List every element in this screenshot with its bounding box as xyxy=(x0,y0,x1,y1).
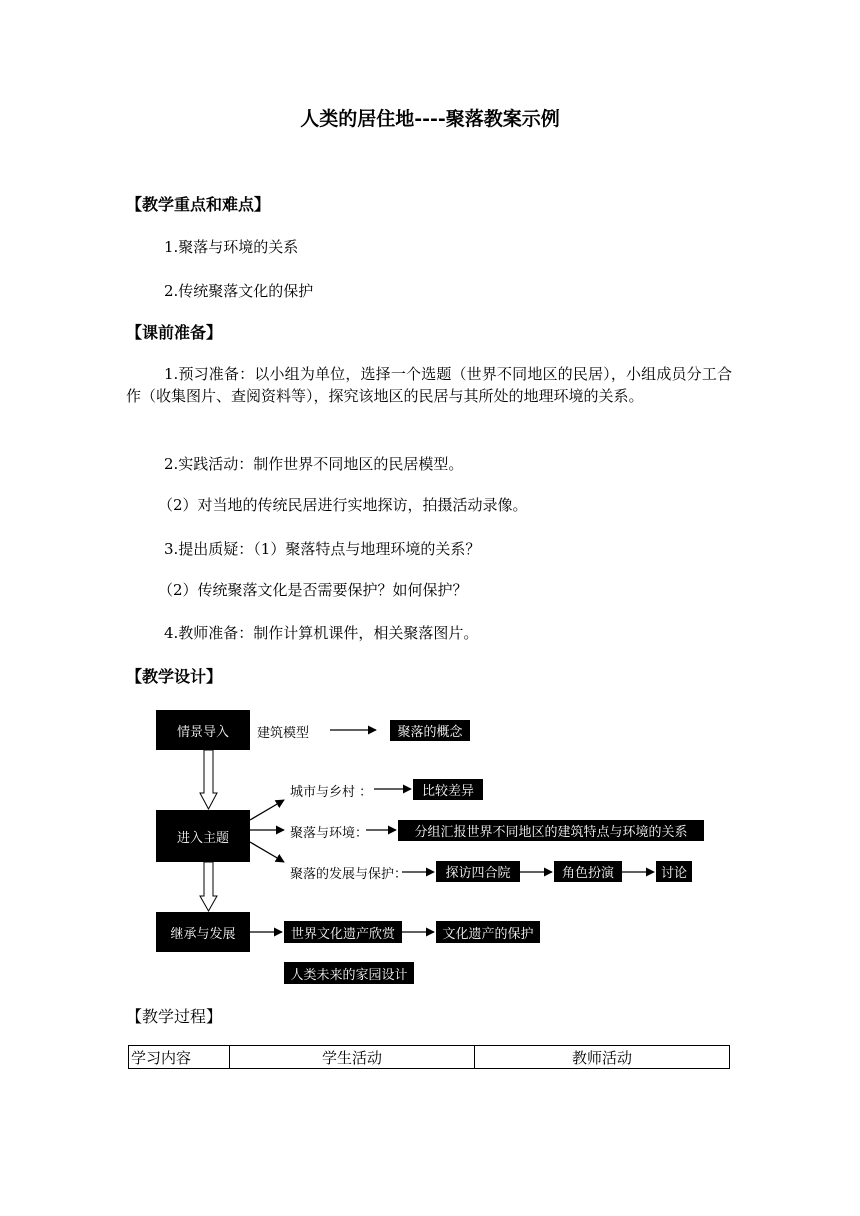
preparation-paragraph: 1.预习准备：以小组为单位，选择一个选题（世界不同地区的民居），小组成员分工合作（收集图片、查阅资料等），探究该地区的民居与其所处的地理环境的关系。 xyxy=(126,365,732,405)
discuss-box: 讨论 xyxy=(656,861,692,882)
down-arrow-2 xyxy=(200,862,217,911)
down-arrow-1 xyxy=(200,750,217,809)
stage-box-inherit: 继承与发展 xyxy=(156,912,250,952)
future-box: 人类未来的家园设计 xyxy=(284,962,414,984)
dev-label: 聚落的发展与保护： xyxy=(290,867,408,882)
arrow-to-dev xyxy=(250,842,284,862)
section-heading-design: 【教学设计】 xyxy=(126,667,223,686)
preparation-line: 4.教师准备：制作计算机课件，相关聚落图片。 xyxy=(164,624,479,642)
table-header-row xyxy=(129,1046,730,1069)
report-box: 分组汇报世界不同地区的建筑特点与环境的关系 xyxy=(398,820,704,841)
compare-box: 比较差异 xyxy=(413,779,483,800)
protect-box: 文化遗产的保护 xyxy=(436,921,540,943)
column-header: 学生活动 xyxy=(230,1046,475,1069)
stage-box-intro: 情景导入 xyxy=(156,710,250,750)
column-header: 学习内容 xyxy=(129,1046,230,1069)
key-point-item: 2.传统聚落文化的保护 xyxy=(164,282,314,300)
section-heading-process: 【教学过程】 xyxy=(126,1007,223,1026)
preparation-line: 2.实践活动：制作世界不同地区的民居模型。 xyxy=(164,455,464,473)
section-heading-key-points: 【教学重点和难点】 xyxy=(126,195,271,214)
preparation-line: （2）对当地的传统民居进行实地探访，拍摄活动录像。 xyxy=(158,496,528,514)
section-heading-preparation: 【课前准备】 xyxy=(126,323,223,342)
env-label: 聚落与环境： xyxy=(290,826,369,841)
page-title: 人类的居住地----聚落教案示例 xyxy=(300,108,560,130)
arrow-to-city xyxy=(250,800,284,820)
concept-box: 聚落的概念 xyxy=(390,720,470,741)
key-point-item: 1.聚落与环境的关系 xyxy=(164,238,299,256)
heritage-box: 世界文化遗产欣赏 xyxy=(284,921,402,943)
preparation-line: （2）传统聚落文化是否需要保护？如何保护？ xyxy=(158,581,468,599)
column-header: 教师活动 xyxy=(475,1046,730,1069)
city-label: 城市与乡村 ： xyxy=(290,785,373,800)
role-box: 角色扮演 xyxy=(554,861,622,882)
preparation-line: 3.提出质疑：（1）聚落特点与地理环境的关系？ xyxy=(164,540,481,558)
stage-box-topic: 进入主题 xyxy=(156,810,250,862)
visit-box: 探访四合院 xyxy=(436,861,520,882)
process-table xyxy=(128,1045,730,1069)
model-label: 建筑模型 xyxy=(257,726,310,741)
